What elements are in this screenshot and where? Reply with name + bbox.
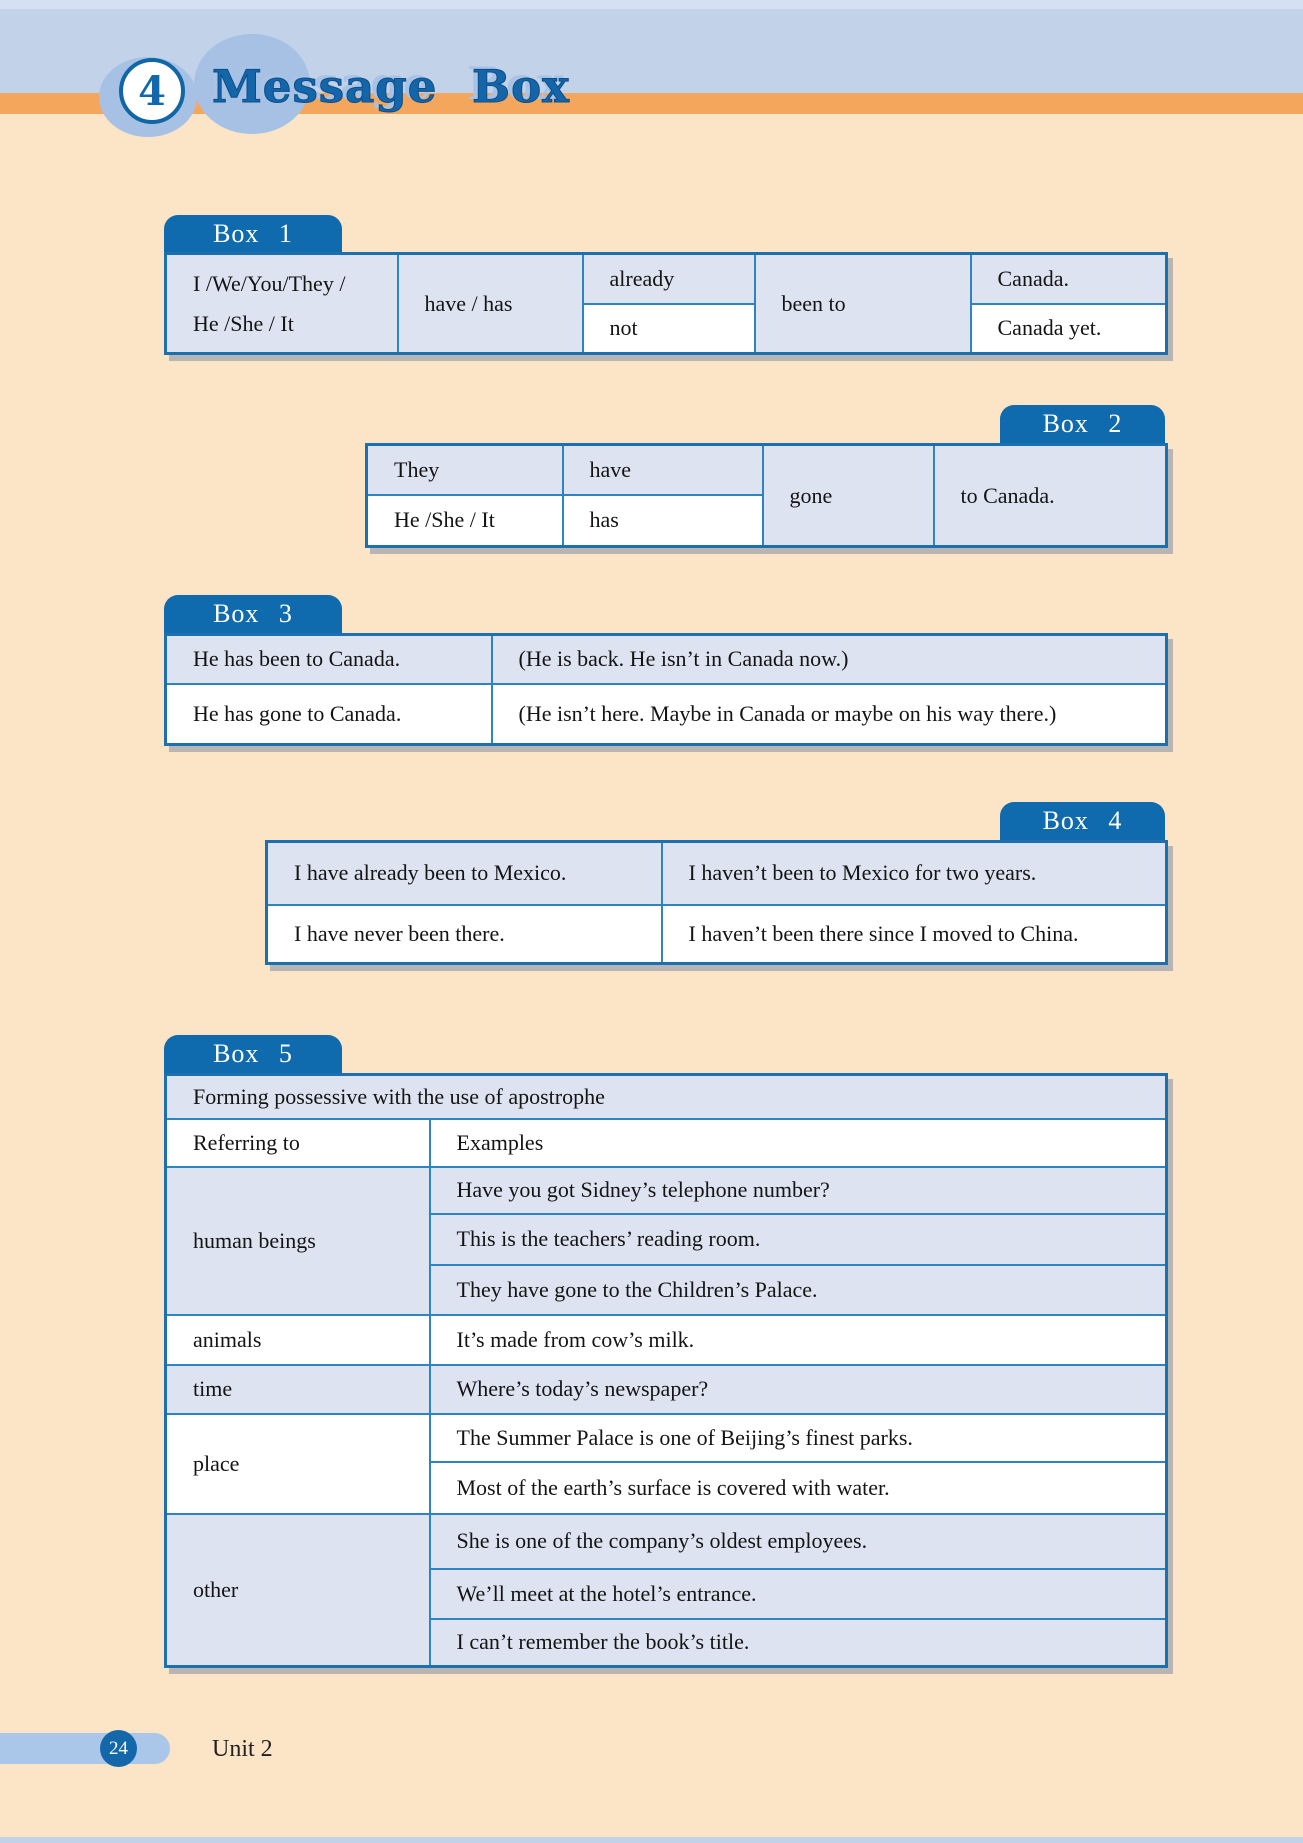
box2-table <box>365 443 1168 548</box>
table-row <box>166 1315 1167 1365</box>
page-number: 24 <box>109 1737 128 1759</box>
box4-tab <box>1000 802 1165 840</box>
sentence-cell: He has been to Canada. <box>166 635 492 684</box>
table-row <box>166 684 1167 745</box>
table-row <box>166 635 1167 684</box>
box3-table <box>164 633 1168 746</box>
box3-tab <box>164 595 342 633</box>
box3-tab-label: Box 3 <box>213 599 293 628</box>
example-cell: I have never been there. <box>267 905 662 964</box>
adverb-negative-cell: not <box>583 304 755 354</box>
example-cell: She is one of the company’s oldest employees. <box>430 1514 1167 1569</box>
object-negative-cell: Canada yet. <box>971 304 1167 354</box>
example-cell: I can’t remember the book’s title. <box>430 1619 1167 1667</box>
lesson-number-badge <box>119 58 185 124</box>
example-cell: They have gone to the Children’s Palace. <box>430 1265 1167 1315</box>
box1-tab-label: Box 1 <box>213 218 293 248</box>
explanation-cell: (He is back. He isn’t in Canada now.) <box>492 635 1167 684</box>
page-title: Message Box <box>212 60 570 113</box>
example-cell: I have already been to Mexico. <box>267 842 662 905</box>
example-cell: This is the teachers’ reading room. <box>430 1214 1167 1265</box>
main-verb-cell: been to <box>755 254 971 354</box>
box2-tab <box>1000 405 1165 443</box>
example-cell: It’s made from cow’s milk. <box>430 1315 1167 1365</box>
page-number-badge <box>100 1730 137 1767</box>
category-cell: other <box>166 1514 430 1667</box>
category-cell: place <box>166 1414 430 1514</box>
table-row <box>267 842 1167 905</box>
explanation-cell: (He isn’t here. Maybe in Canada or maybe on his way there.) <box>492 684 1167 745</box>
adverb-affirmative-cell: already <box>583 254 755 304</box>
subject-cell: They <box>367 445 563 495</box>
subjects-cell <box>166 254 398 354</box>
example-cell: We’ll meet at the hotel’s entrance. <box>430 1569 1167 1619</box>
box1-tab <box>164 215 342 252</box>
destination-cell: to Canada. <box>934 445 1167 547</box>
box2-tab-label: Box 2 <box>1042 409 1123 438</box>
category-cell: animals <box>166 1315 430 1365</box>
auxiliary-cell: have / has <box>398 254 583 354</box>
table-row <box>267 905 1167 964</box>
auxiliary-cell: has <box>563 495 763 547</box>
object-affirmative-cell: Canada. <box>971 254 1167 304</box>
table-row <box>166 1167 1167 1214</box>
bottom-edge-strip <box>0 1837 1303 1843</box>
column-header-referring: Referring to <box>166 1119 430 1167</box>
table-row <box>166 1075 1167 1119</box>
example-cell: I haven’t been to Mexico for two years. <box>662 842 1167 905</box>
table-row <box>166 1414 1167 1462</box>
box5-tab-label: Box 5 <box>213 1039 293 1068</box>
auxiliary-cell: have <box>563 445 763 495</box>
table-row <box>166 1365 1167 1414</box>
page-number-pill <box>0 1733 170 1764</box>
category-cell: human beings <box>166 1167 430 1315</box>
box1-table <box>164 252 1168 355</box>
example-cell: Most of the earth’s surface is covered with water. <box>430 1462 1167 1514</box>
header-band-edge <box>0 0 1303 9</box>
lesson-number: 4 <box>138 67 166 115</box>
example-cell: Have you got Sidney’s telephone number? <box>430 1167 1167 1214</box>
example-cell: The Summer Palace is one of Beijing’s finest parks. <box>430 1414 1167 1462</box>
category-cell: time <box>166 1365 430 1414</box>
subject-cell: He /She / It <box>367 495 563 547</box>
box5-tab <box>164 1035 342 1073</box>
table-row <box>367 445 1167 495</box>
unit-label: Unit 2 <box>212 1736 273 1762</box>
subjects-line2: He /She / It <box>193 310 294 336</box>
table-row <box>166 254 1167 304</box>
table-row <box>166 1119 1167 1167</box>
example-cell: I haven’t been there since I moved to China. <box>662 905 1167 964</box>
sentence-cell: He has gone to Canada. <box>166 684 492 745</box>
example-cell: Where’s today’s newspaper? <box>430 1365 1167 1414</box>
table-row <box>166 1514 1167 1569</box>
box5-table <box>164 1073 1168 1668</box>
box4-table <box>265 840 1168 965</box>
subjects-line1: I /We/You/They / <box>193 270 346 296</box>
column-header-examples: Examples <box>430 1119 1167 1167</box>
box4-tab-label: Box 4 <box>1042 806 1123 835</box>
participle-cell: gone <box>763 445 934 547</box>
table-title-cell: Forming possessive with the use of apostrophe <box>166 1075 1167 1119</box>
